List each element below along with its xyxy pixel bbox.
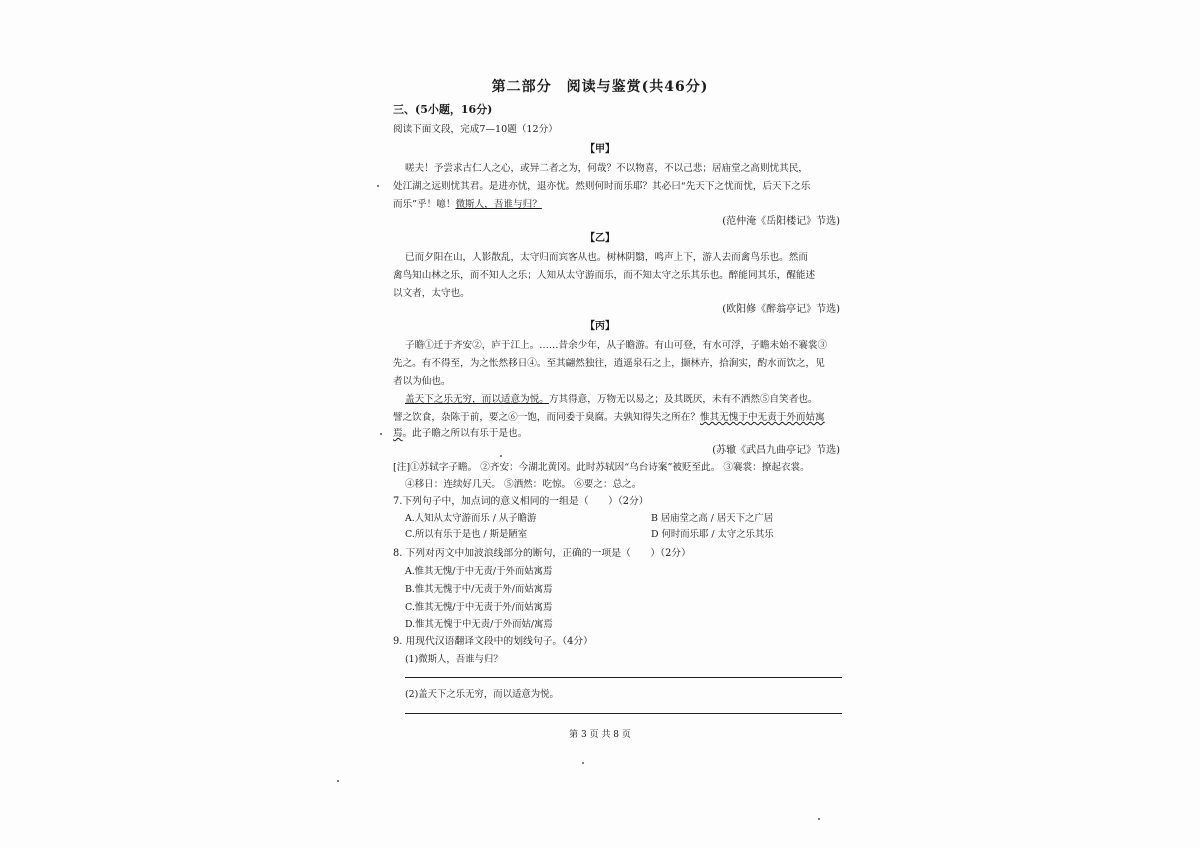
passage-bing-underlined: 盖天下之乐无穷，而以适意为悦。 <box>405 394 549 405</box>
scan-speck <box>818 818 820 820</box>
annotation-line-2: ④移日：连续好几天。 ⑤洒然：吃惊。 ⑥要之：总之。 <box>405 479 642 490</box>
scan-speck <box>337 780 339 782</box>
passage-bing-tag: 【丙】 <box>585 321 615 332</box>
section-heading: 三、(5小题，16分) <box>393 103 493 116</box>
scan-speck <box>377 185 379 187</box>
passage-bing-para-2 <box>405 391 818 405</box>
passage-bing-para-3 <box>393 409 825 423</box>
question-7-option-a: A.人知从太守游而乐 / 从子瞻游 <box>405 513 537 524</box>
question-7-option-b: B 居庙堂之高 / 居天下之广居 <box>651 513 774 524</box>
reading-instruction: 阅读下面文段，完成7—10题（12分） <box>393 124 558 135</box>
passage-yi-line-2: 禽鸟知山林之乐，而不知人之乐；人知从太守游而乐，而不知太守之乐其乐也。醉能同其乐，醒能述 <box>393 270 816 281</box>
question-7-option-d: D 何时而乐耶 / 太守之乐其乐 <box>651 529 774 540</box>
passage-bing-wavy-end: 焉 <box>393 428 403 439</box>
passage-jia-line-3-text: 而乐”乎！噫！ <box>393 199 456 210</box>
scan-speck <box>500 455 502 457</box>
passage-jia-tag: 【甲】 <box>585 144 615 155</box>
passage-yi-tag: 【乙】 <box>585 233 615 244</box>
passage-jia-line-1: 嗟夫！予尝求古仁人之心，或异二者之为，何哉？不以物喜，不以己悲；居庙堂之高则忧其民， <box>405 163 808 174</box>
part-title: 第二部分 阅读与鉴赏(共46分) <box>491 79 709 95</box>
passage-bing-source: (苏辙《武昌九曲亭记》节选) <box>712 445 840 456</box>
passage-yi-line-1: 已而夕阳在山，人影散乱，太守归而宾客从也。树林阴翳，鸣声上下，游人去而禽鸟乐也。然而 <box>405 252 808 263</box>
passage-bing-wavy: 惟其无愧于中无责于外而姑寓 <box>700 412 825 423</box>
passage-yi-line-3: 以文者，太守也。 <box>393 288 470 299</box>
passage-bing-para-2-rest: 方其得意，万物无以易之；及其既厌，未有不洒然⑤自笑者也。 <box>548 394 818 405</box>
passage-bing-para-3-text: 譬之饮食，杂陈于前，要之⑥一饱，而同委于臭腐。夫孰知得失之所在？ <box>393 412 700 423</box>
question-8-stem: 8. 下列对丙文中加波浪线部分的断句，正确的一项是（ ）（2分） <box>393 548 691 559</box>
scan-speck <box>582 762 584 764</box>
passage-yi-source: (欧阳修《醉翁亭记》节选) <box>722 304 840 315</box>
question-8-option-a: A.惟其无愧/于中无责/于外而姑寓焉 <box>405 566 553 577</box>
passage-jia-line-2: 处江湖之远则忧其君。是进亦忧，退亦忧。然则何时而乐耶？其必曰“先天下之忧而忧，后天下之乐 <box>393 181 811 192</box>
question-8-option-c: C.惟其无愧/于中无责于外/而姑寓焉 <box>405 602 553 613</box>
question-8-option-d: D.惟其无愧于中无责/于外而姑/寓焉 <box>405 619 553 630</box>
passage-jia-source: (范仲淹《岳阳楼记》节选) <box>722 216 840 227</box>
scan-speck <box>380 433 382 435</box>
answer-line-1[interactable] <box>405 677 842 678</box>
passage-jia-underlined: 微斯人，吾谁与归？ <box>455 199 542 210</box>
question-8-option-b: B.惟其无愧于中/无责于外/而姑寓焉 <box>405 584 553 595</box>
passage-bing-para-4 <box>393 425 527 439</box>
question-7-stem: 7.下列句子中，加点词的意义相同的一组是（ ）（2分） <box>393 496 649 507</box>
passage-bing-line-2: 先之。有不得至，为之怅然移日④。至其翩然独往，逍遥泉石之上，撷林卉，拾涧实，酌水而饮之，见 <box>393 358 825 369</box>
passage-jia-line-3 <box>393 196 542 210</box>
question-9-sub-1: (1)微斯人，吾谁与归？ <box>405 654 503 665</box>
passage-bing-para-4-text: 。此子瞻之所以有乐于是也。 <box>402 428 528 439</box>
answer-line-2[interactable] <box>405 713 842 714</box>
annotation-line-1: [注]①苏轼字子瞻。 ②齐安：今湖北黄冈。此时苏轼因“乌台诗案”被贬至此。 ③褰裳：撩起衣裳。 <box>393 462 810 473</box>
passage-bing-line-1: 子瞻①迁于齐安②，庐于江上。……昔余少年，从子瞻游。有山可登，有水可浮，子瞻未始不褰裳③ <box>405 340 828 351</box>
question-7-option-c: C.所以有乐于是也 / 斯是陋室 <box>405 529 528 540</box>
passage-bing-line-3: 者以为仙也。 <box>393 376 451 387</box>
question-9-sub-2: (2)盖天下之乐无穷，而以适意为悦。 <box>405 689 559 700</box>
question-9-stem: 9. 用现代汉语翻译文段中的划线句子。（4分） <box>393 636 593 647</box>
page-number: 第 3 页 共 8 页 <box>569 730 631 740</box>
